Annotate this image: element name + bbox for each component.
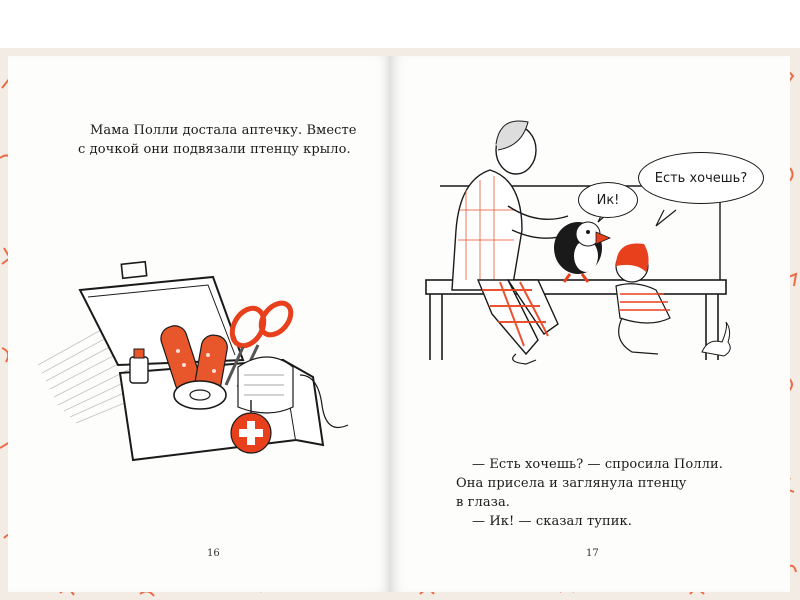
paragraph-line: — Есть хочешь? — спросила Полли.: [472, 457, 724, 472]
speech-bubble-mother-text: Есть хочешь?: [654, 170, 748, 186]
speech-bubble-girl-text: Ик!: [596, 192, 620, 208]
mother-girl-puffin-illustration: [420, 110, 760, 380]
right-page-paragraph: [456, 455, 723, 531]
page-number-right: 17: [586, 548, 599, 559]
speech-bubble-girl: [578, 182, 638, 218]
left-page-paragraph: [78, 121, 357, 159]
first-aid-kit-illustration: [38, 255, 378, 495]
paragraph-line: с дочкой они подвязали птенцу крыло.: [78, 142, 351, 157]
paragraph-line: в глаза.: [456, 495, 511, 510]
paragraph-line: — Ик! — сказал тупик.: [472, 514, 632, 529]
speech-bubble-mother: [638, 152, 764, 204]
paragraph-line: Она присела и заглянула птенцу: [456, 476, 687, 491]
paragraph-line: Мама Полли достала аптечку. Вместе: [90, 123, 357, 138]
page-number-left: 16: [207, 548, 220, 559]
